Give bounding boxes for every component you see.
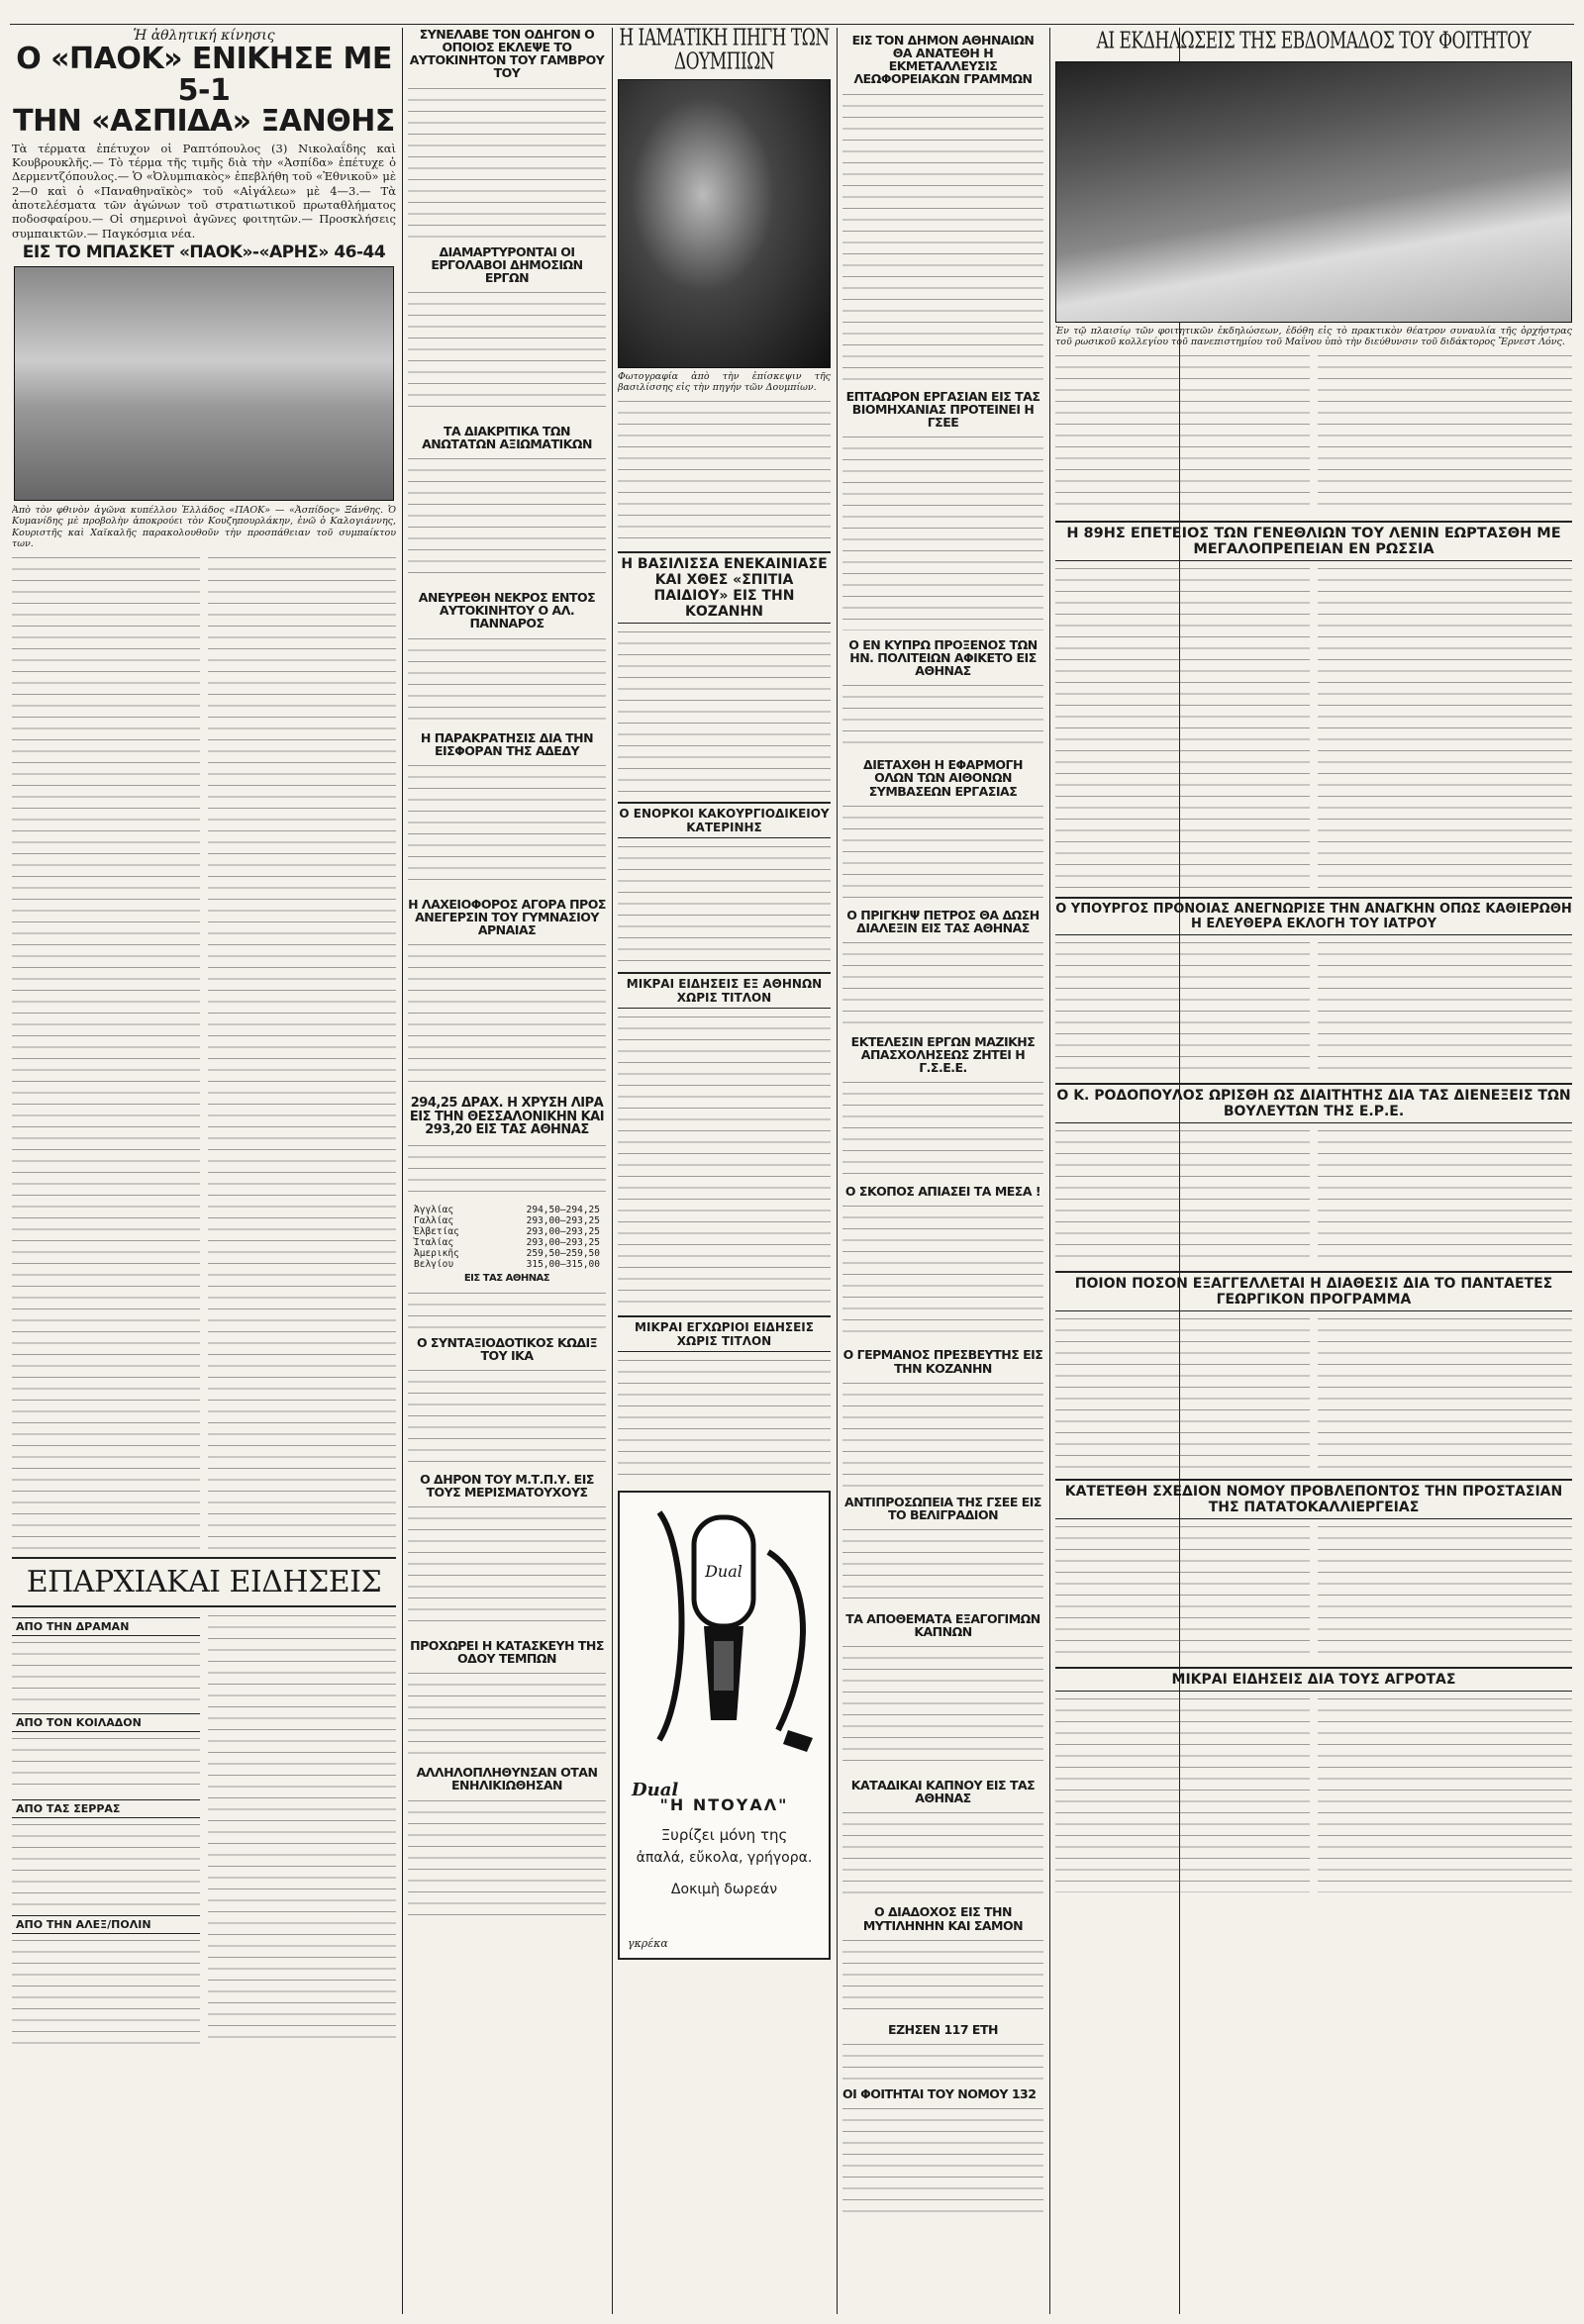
ad-line-2: ἀπαλά, εὔκολα, γρήγορα. xyxy=(636,1850,813,1867)
headline-prince-peter: Ο ΠΡΙΓΚΗΨ ΠΕΤΡΟΣ ΘΑ ΔΩΣΗ ΔΙΑΛΕΞΙΝ ΕΙΣ ΤΑΣ ΑΘΗΝΑΣ xyxy=(846,907,1040,935)
headline-tobacco-stocks: ΤΑ ΑΠΟΘΕΜΑΤΑ ΕΞΑΓΟΓΙΜΩΝ ΚΑΠΝΩΝ xyxy=(845,1610,1040,1639)
headline-mass-employment: ΕΚΤΕΛΕΣΙΝ ΕΡΓΩΝ ΜΑΖΙΚΗΣ ΑΠΑΣΧΟΛΗΣΕΩΣ ΖΗΤΕΙ Η Γ.Σ.Ε.Ε. xyxy=(850,1033,1036,1076)
headline-117-years: ΕΖΗΣΕΝ 117 ΕΤΗ xyxy=(888,2021,998,2037)
headline-farmers-news: ΜΙΚΡΑΙ ΕΙΔΗΣΕΙΣ ΔΙΑ ΤΟΥΣ ΑΓΡΟΤΑΣ xyxy=(1055,1667,1572,1692)
lead-paok: Τὰ τέρματα ἐπέτυχον οἱ Ραπτόπουλος (3) Νικολαΐδης καὶ Κουβρουκλῆς.— Τὸ τέρμα τῆς τιμῆς διὰ τὴν «Ἀσπίδα» ἐπέτυχε ὁ Δερμεντζόπουλος.— Ὁ «Ὀλυμπιακὸς» ἐπεβλήθη τοῦ «Ἐθνικοῦ» μὲ 2—0 καὶ ὁ «Παναθηναϊκὸς» τοῦ «Αἰγάλεω» μὲ 4—3.— Τὰ ἀποτελέσματα τῶν ἀγώνων τοῦ στρατιωτικοῦ πρωταθλήματος ποδοσφαίρου.— Οἱ σημερινοὶ ἀγῶνες φοιτητῶν.— Προσκλήσεις συμπαικτῶν.— Παγκόσμια νέα. xyxy=(12,141,396,241)
headline-ika: Ο ΣΥΝΤΑΞΙΟΔΟΤΙΚΟΣ ΚΩΔΙΞ ΤΟΥ ΙΚΑ xyxy=(416,1334,598,1363)
headline-potato: ΚΑΤΕΤΕΘΗ ΣΧΕΔΙΟΝ ΝΟΜΟΥ ΠΡΟΒΛΕΠΟΝΤΟΣ ΤΗΝ ΠΡΟΣΤΑΣΙΑΝ ΤΗΣ ΠΑΤΑΤΟΚΑΛΛΙΕΡΓΕΙΑΣ xyxy=(1055,1479,1572,1519)
headline-contracts: ΔΙΕΤΑΧΘΗ Η ΕΦΑΡΜΟΓΗ ΟΛΩΝ ΤΩΝ ΑΙΘΟΝΩΝ ΣΥΜΒΑΣΕΩΝ ΕΡΓΑΣΙΑΣ xyxy=(863,757,1023,799)
headline-found-dead: ΑΝΕΥΡΕΘΗ ΝΕΚΡΟΣ ΕΝΤΟΣ ΑΥΤΟΚΙΝΗΤΟΥ Ο ΑΛ. ΠΑΝΝΑΡΟΣ xyxy=(418,590,596,631)
price-caption: ΕΙΣ ΤΑΣ ΑΘΗΝΑΣ xyxy=(463,1273,550,1285)
headline-students-132: ΟΙ ΦΟΙΤΗΤΑΙ ΤΟΥ ΝΟΜΟΥ 132 xyxy=(842,2085,1037,2101)
price-row: Γαλλίας 293,00—293,25 xyxy=(414,1215,600,1227)
headline-crown-prince: Ο ΔΙΑΔΟΧΟΣ ΕΙΣ ΤΗΝ ΜΥΤΙΛΗΝΗΝ ΚΑΙ ΣΑΜΟΝ xyxy=(862,1904,1024,1933)
photo-caption-football: Ἀπὸ τὸν φθινὸν ἀγῶνα κυπέλλου Ἑλλάδος «ΠΑΟΚ» — «Ἀσπίδος» Ξάνθης. Ὁ Κυμανίδης μὲ προβολὴν ἀποκρούει τὸν Κουζηπουρλάκην, ἐνῶ ὁ Καλογιάννης, Κουριστῆς καὶ Χαϊκαλῆς παρακολουθοῦν τὴν προσπάθειαν τοῦ συμπαίκτου των. xyxy=(12,504,396,550)
headline-student-week: ΑΙ ΕΚΔΗΛΩΣΕΙΣ ΤΗΣ ΕΒΔΟΜΑΔΟΣ ΤΟΥ ΦΟΙΤΗΤΟΥ xyxy=(1096,28,1532,55)
article-text-left xyxy=(12,553,200,1553)
column-sports xyxy=(12,28,396,2314)
kicker-sports: Ἡ ἀθλητική κίνησις xyxy=(133,28,275,44)
headline-paok-2: ΤΗΝ «ΑΣΠΙΔΑ» ΞΑΝΘΗΣ xyxy=(13,104,395,139)
headline-short-news-athens: ΜΙΚΡΑΙ ΕΙΔΗΣΕΙΣ ΕΞ ΑΘΗΝΩΝ ΧΩΡΙΣ ΤΙΤΛΟΝ xyxy=(618,972,831,1009)
headline-buses: ΕΙΣ ΤΟΝ ΔΗΜΟΝ ΑΘΗΝΑΙΩΝ ΘΑ ΑΝΑΤΕΘΗ Η ΕΚΜΕΤΑΛΛΕΥΣΙΣ ΛΕΩΦΟΡΕΙΑΚΩΝ ΓΡΑΜΜΩΝ xyxy=(851,33,1035,87)
headline-driver: ΣΥΝΕΛΑΒΕ ΤΟΝ ΟΔΗΓΟΝ Ο ΟΠΟΙΟΣ ΕΚΛΕΨΕ ΤΟ ΑΥΤΟΚΙΝΗΤΟΝ ΤΟΥ ΓΑΜΒΡΟΥ ΤΟΥ xyxy=(409,28,605,81)
headline-insignia: ΤΑ ΔΙΑΚΡΙΤΙΚΑ ΤΩΝ ΑΝΩΤΑΤΩΝ ΑΞΙΩΜΑΤΙΚΩΝ xyxy=(422,423,592,451)
column-news-5 xyxy=(1055,28,1572,2314)
headline-tempi-road: ΠΡΟΧΩΡΕΙ Η ΚΑΤΑΣΚΕΥΗ ΤΗΣ ΟΔΟΥ ΤΕΜΠΩΝ xyxy=(410,1638,604,1667)
headline-lenin: Η 89ΗΣ ΕΠΕΤΕΙΟΣ ΤΩΝ ΓΕΝΕΘΛΙΩΝ ΤΟΥ ΛΕΝΙΝ ΕΩΡΤΑΣΘΗ ΜΕ ΜΕΓΑΛΟΠΡΕΠΕΙΑΝ ΕΝ ΡΩΣΣΙΑ xyxy=(1055,521,1572,561)
regional-alexandroupolis: ΑΠΟ ΤΗΝ ΑΛΕΞ/ΠΟΛΙΝ xyxy=(12,1915,200,1934)
column-news-3 xyxy=(618,28,831,2314)
ad-signature: γκρέκα xyxy=(628,1937,668,1951)
headline-withholding: Η ΠΑΡΑΚΡΑΤΗΣΙΣ ΔΙΑ ΤΗΝ ΕΙΣΦΟΡΑΝ ΤΗΣ ΑΔΕΔΥ xyxy=(420,729,594,758)
headline-short-news-local: ΜΙΚΡΑΙ ΕΓΧΩΡΙΟΙ ΕΙΔΗΣΕΙΣ ΧΩΡΙΣ ΤΙΤΛΟΝ xyxy=(618,1315,831,1352)
section-regional-news: ΕΠΑΡΧΙΑΚΑΙ ΕΙΔΗΣΕΙΣ xyxy=(26,1564,382,1599)
ad-line-3: Δοκιμὴ δωρεάν xyxy=(670,1882,778,1898)
headline-welfare-minister: Ο ΥΠΟΥΡΓΟΣ ΠΡΟΝΟΙΑΣ ΑΝΕΓΝΩΡΙΣΕ ΤΗΝ ΑΝΑΓΚΗΝ ΟΠΩΣ ΚΑΘΙΕΡΩΘΗ Η ΕΛΕΥΘΕΡΑ ΕΚΛΟΓΗ ΤΟΥ ΙΑΤΡΟΥ xyxy=(1055,897,1572,935)
ad-line-1: Ξυρίζει μόνη της xyxy=(660,1826,788,1845)
headline-paok: Ο «ΠΑΟΚ» ΕΝΙΚΗΣΕ ΜΕ 5-1 xyxy=(16,42,392,108)
spring-photo xyxy=(618,79,831,368)
price-row: Ἀγγλίας 294,50—294,25 xyxy=(414,1205,600,1216)
headline-queen: Η ΒΑΣΙΛΙΣΣΑ ΕΝΕΚΑΙΝΙΑΣΕ ΚΑΙ ΧΘΕΣ «ΣΠΙΤΙΑ ΠΑΙΔΙΟΥ» ΕΙΣ ΤΗΝ ΚΟΖΑΝΗΝ xyxy=(618,551,831,624)
headline-german-ambassador: Ο ΓΕΡΜΑΝΟΣ ΠΡΕΣΒΕΥΤΗΣ ΕΙΣ ΤΗΝ ΚΟΖΑΝΗΝ xyxy=(842,1347,1043,1376)
headline-mtpy: Ο ΔΗΡΟΝ ΤΟΥ Μ.Τ.Π.Υ. ΕΙΣ ΤΟΥΣ ΜΕΡΙΣΜΑΤΟΥΧΟΥΣ xyxy=(420,1471,594,1500)
headline-seven-hour: ΕΠΤΑΩΡΟΝ ΕΡΓΑΣΙΑΝ ΕΙΣ ΤΑΣ ΒΙΟΜΗΧΑΝΙΑΣ ΠΡΟΤΕΙΝΕΙ Η ΓΣΕΕ xyxy=(845,388,1040,430)
headline-gold-sovereign: 294,25 ΔΡΑΧ. Η ΧΡΥΣΗ ΛΙΡΑ ΕΙΣ ΤΗΝ ΘΕΣΣΑΛΟΝΙΚΗΝ ΚΑΙ 293,20 ΕΙΣ ΤΑΣ ΑΘΗΝΑΣ xyxy=(409,1096,605,1138)
article-text-right xyxy=(208,553,396,1553)
gold-price-table xyxy=(414,1205,600,1270)
price-row: Ἰταλίας 293,00—293,25 xyxy=(414,1237,600,1249)
regional-serres: ΑΠΟ ΤΑΣ ΣΕΡΡΑΣ xyxy=(12,1799,200,1818)
column-news-4 xyxy=(842,28,1043,2314)
ad-name: "Η ΝΤΟΥΑΛ" xyxy=(659,1795,789,1815)
football-photo xyxy=(14,266,394,501)
price-row: Βελγίου 315,00—315,00 xyxy=(414,1259,600,1271)
concert-photo xyxy=(1055,61,1572,323)
price-row: Ἐλβετίας 293,00—293,25 xyxy=(414,1226,600,1238)
photo-caption-concert: Ἐν τῷ πλαισίῳ τῶν φοιτητικῶν ἐκδηλώσεων, ἐδόθη εἰς τὸ πρακτικὸν θέατρον συναυλία τῆς ὀρχήστρας τοῦ ρωσικοῦ κολλεγίου τοῦ πανεπιστημίου τοῦ Μαΐνου ὑπὸ τὴν διεύθυνσιν τοῦ διδάκτορος Ἔρνεστ Λόνς. xyxy=(1055,325,1572,348)
svg-text:Dual: Dual xyxy=(705,1562,742,1582)
headline-agricultural-program: ΠΟΙΟΝ ΠΟΣΟΝ ΕΞΑΓΓΕΛΛΕΤΑΙ Η ΔΙΑΘΕΣΙΣ ΔΙΑ ΤΟ ΠΑΝΤΑΕΤΕΣ ΓΕΩΡΓΙΚΟΝ ΠΡΟΓΡΑΜΜΑ xyxy=(1055,1271,1572,1311)
headline-spring: Η ΙΑΜΑΤΙΚΗ ΠΗΓΗ ΤΩΝ ΔΟΥΜΠΙΩΝ xyxy=(619,28,830,76)
headline-contractors: ΔΙΑΜΑΡΤΥΡΟΝΤΑΙ ΟΙ ΕΡΓΟΛΑΒΟΙ ΔΗΜΟΣΙΩΝ ΕΡΓΩΝ xyxy=(431,243,583,285)
subheadline-basket: ΕΙΣ ΤΟ ΜΠΑΣΚΕΤ «ΠΑΟΚ»-«ΑΡΗΣ» 46-44 xyxy=(22,242,386,263)
headline-end-justifies: Ο ΣΚΟΠΟΣ ΑΠΙΑΣΕΙ ΤΑ ΜΕΣΑ ! xyxy=(844,1184,1041,1200)
headline-lottery-market: Η ΛΑΧΕΙΟΦΟΡΟΣ ΑΓΟΡΑ ΠΡΟΣ ΑΝΕΓΕΡΣΙΝ ΤΟΥ ΓΥΜΝΑΣΙΟΥ ΑΡΝΑΙΑΣ xyxy=(408,896,606,937)
headline-jurors: Ο ΕΝΟΡΚΟΙ ΚΑΚΟΥΡΓΙΟΔΙΚΕΙΟΥ ΚΑΤΕΡΙΝΗΣ xyxy=(618,802,831,838)
dual-shaver-ad xyxy=(618,1491,831,1960)
headline-rodopoulos: Ο Κ. ΡΟΔΟΠΟΥΛΟΣ ΩΡΙΣΘΗ ΩΣ ΔΙΑΙΤΗΤΗΣ ΔΙΑ ΤΑΣ ΔΙΕΝΕΞΕΙΣ ΤΩΝ ΒΟΥΛΕΥΤΩΝ ΤΗΣ Ε.Ρ.Ε. xyxy=(1055,1083,1572,1123)
headline-adults: ΑΛΛΗΛΟΠΛΗΘΥΝΣΑΝ ΟΤΑΝ ΕΝΗΛΙΚΙΩΘΗΣΑΝ xyxy=(416,1765,598,1793)
shaver-illustration xyxy=(620,1493,829,1770)
headline-belgrade: ΑΝΤΙΠΡΟΣΩΠΕΙΑ ΤΗΣ ΓΣΕΕ ΕΙΣ ΤΟ ΒΕΛΙΓΡΑΔΙΟΝ xyxy=(844,1494,1041,1522)
column-news-2 xyxy=(408,28,606,2314)
regional-koilados: ΑΠΟ ΤΟΝ ΚΟΙΛΑΔΟΝ xyxy=(12,1713,200,1732)
photo-caption-spring: Φωτογραφία ἀπὸ τὴν ἐπίσκεψιν τῆς βασιλίσσης εἰς τὴν πηγήν τῶν Δουμπίων. xyxy=(618,370,831,394)
headline-consul-cyprus: Ο ΕΝ ΚΥΠΡΩ ΠΡΟΞΕΝΟΣ ΤΩΝ ΗΝ. ΠΟΛΙΤΕΙΩΝ ΑΦΙΚΕΤΟ ΕΙΣ ΑΘΗΝΑΣ xyxy=(848,636,1038,679)
ad-brand: Dual xyxy=(632,1780,679,1801)
headline-tobacco-convictions: ΚΑΤΑΔΙΚΑΙ ΚΑΠΝΟΥ ΕΙΣ ΤΑΣ ΑΘΗΝΑΣ xyxy=(850,1778,1036,1806)
regional-drama: ΑΠΟ ΤΗΝ ΔΡΑΜΑΝ xyxy=(12,1617,200,1636)
price-row: Ἀμερικῆς 259,50—259,50 xyxy=(414,1248,600,1260)
